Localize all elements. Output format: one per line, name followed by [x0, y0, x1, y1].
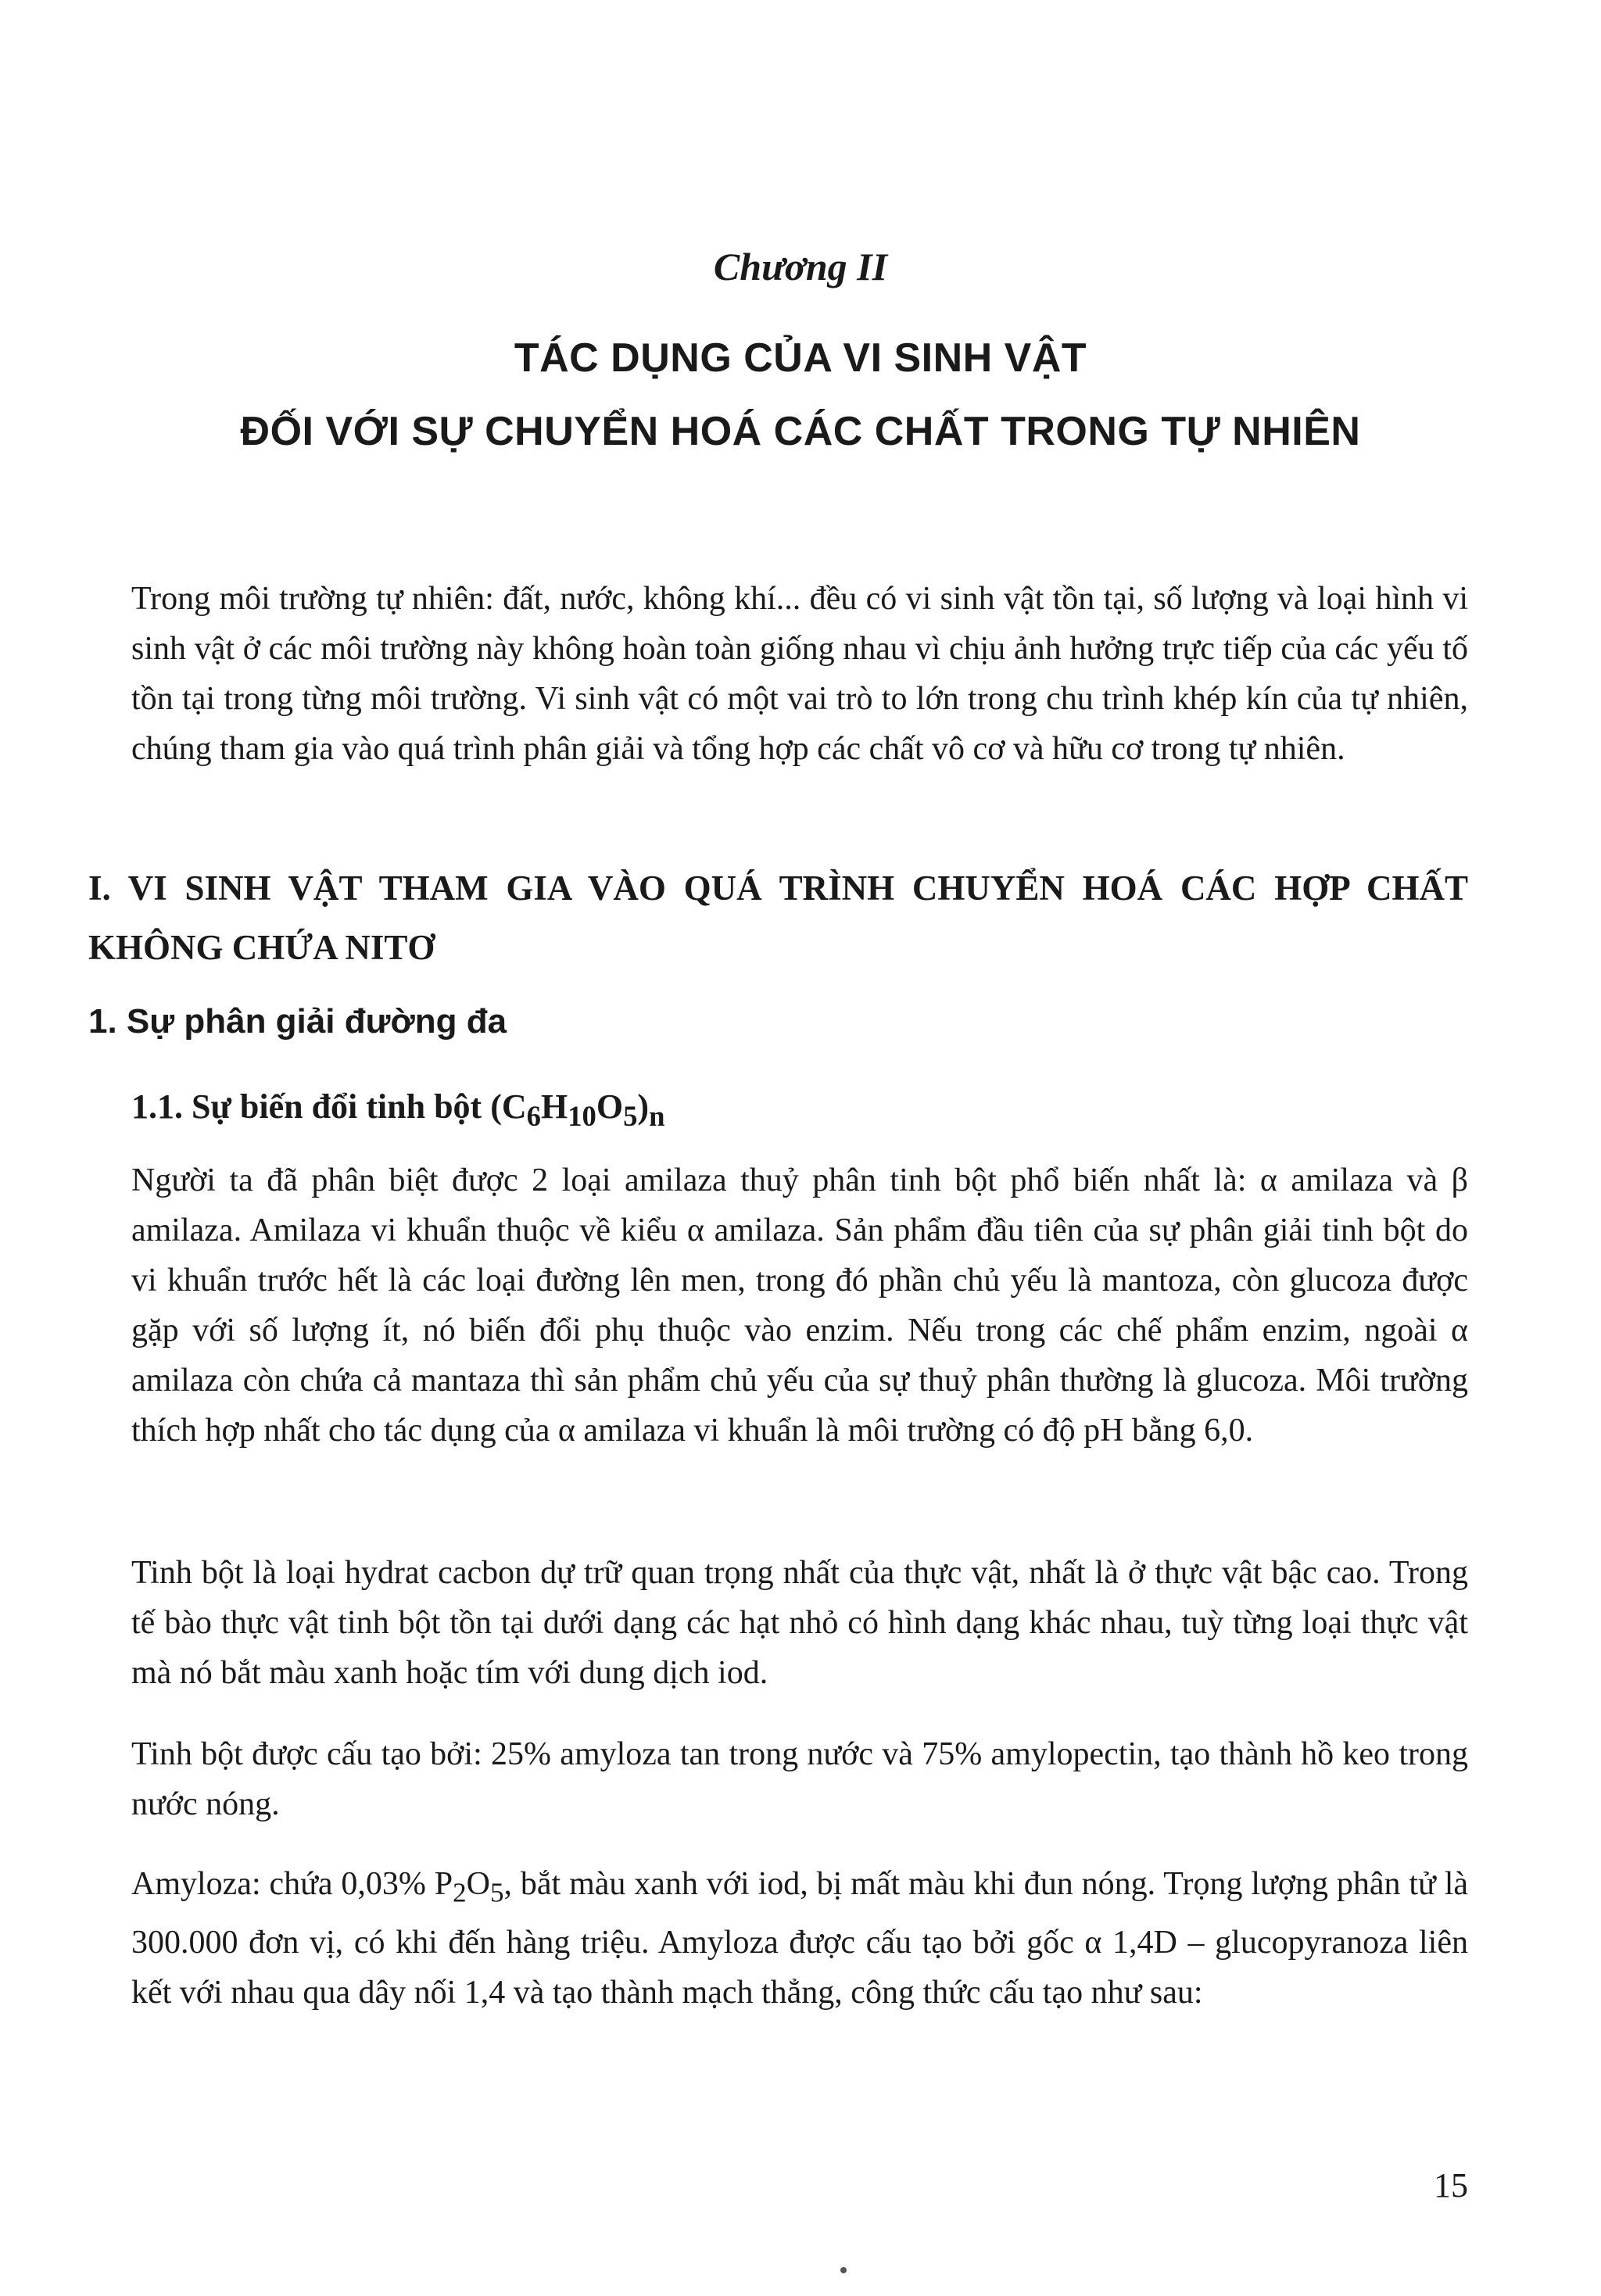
- subscript: n: [649, 1099, 665, 1132]
- chapter-label: Chương II: [713, 245, 888, 288]
- heading-text: H: [540, 1087, 568, 1126]
- paragraph-amyloza: [131, 1859, 1468, 2018]
- subscript: 10: [568, 1099, 596, 1132]
- subscript: 6: [526, 1099, 541, 1132]
- paragraph-amilaza: Người ta đã phân biệt được 2 loại amilaza thuỷ phân tinh bột phổ biến nhất là: α amilaza và β amilaza. Amilaza vi khuẩn thuộc về kiểu α amilaza. Sản phẩm đầu tiên của sự phân giải tinh bột do vi khuẩn trước hết là các loại đường lên men, trong đó phần chủ yếu là mantoza, còn glucoza được gặp với số lượng ít, nó biến đổi phụ thuộc vào enzim. Nếu trong các chế phẩm enzim, ngoài α amilaza còn chứa cả mantaza thì sản phẩm chủ yếu của sự thuỷ phân thường là glucoza. Môi trường thích hợp nhất cho tác dụng của α amilaza vi khuẩn là môi trường có độ pH bằng 6,0.: [131, 1162, 1468, 1449]
- intro-paragraph: Trong môi trường tự nhiên: đất, nước, không khí... đều có vi sinh vật tồn tại, số lượng và loại hình vi sinh vật ở các môi trường này không hoàn toàn giống nhau vì chịu ảnh hưởng trực tiếp của các yếu tố tồn tại trong từng môi trường. Vi sinh vật có một vai trò to lớn trong chu trình khép kín của tự nhiên, chúng tham gia vào quá trình phân giải và tổng hợp các chất vô cơ và hữu cơ trong tự nhiên.: [131, 581, 1468, 767]
- chapter-title-line-1: TÁC DỤNG CỦA VI SINH VẬT: [514, 335, 1087, 381]
- subscript: 5: [490, 1877, 504, 1908]
- subscript: 5: [623, 1099, 638, 1132]
- heading-text: O: [596, 1087, 624, 1126]
- paragraph-text: Amyloza: chứa 0,03% P: [131, 1866, 453, 1902]
- heading-text: 1.1. Sự biến đổi tinh bột (C: [131, 1087, 527, 1126]
- subsubsection-heading-1-1: [131, 1087, 664, 1133]
- paragraph-text: , bắt màu xanh với iod, bị mất màu khi đun nóng. Trọng lượng phân tử là 300.000 đơn vị, có khi đến hàng triệu. Amyloza được cấu tạo bởi gốc α 1,4D – glucopyranoza liên kết với nhau qua dây nối 1,4 và tạo thành mạch thẳng, công thức cấu tạo như sau:: [131, 1866, 1469, 2011]
- subsection-heading-1: 1. Sự phân giải đường đa: [88, 1002, 507, 1041]
- heading-text: ): [637, 1087, 650, 1126]
- subscript: 2: [453, 1877, 467, 1908]
- scan-speck: [840, 2267, 847, 2273]
- section-heading-1: I. VI SINH VẬT THAM GIA VÀO QUÁ TRÌNH CHUYỂN HOÁ CÁC HỢP CHẤT KHÔNG CHỨA NITƠ: [88, 869, 1468, 967]
- paragraph-text: O: [466, 1866, 491, 1902]
- page-number: 15: [1434, 2166, 1468, 2205]
- paragraph-tinh-bot-1: Tinh bột là loại hydrat cacbon dự trữ quan trọng nhất của thực vật, nhất là ở thực vật bậc cao. Trong tế bào thực vật tinh bột tồn tại dưới dạng các hạt nhỏ có hình dạng khác nhau, tuỳ từng loại thực vật mà nó bắt màu xanh hoặc tím với dung dịch iod.: [131, 1555, 1468, 1691]
- paragraph-tinh-bot-2: Tinh bột được cấu tạo bởi: 25% amyloza tan trong nước và 75% amylopectin, tạo thành hồ keo trong nước nóng.: [131, 1736, 1468, 1822]
- chapter-title-line-2: ĐỐI VỚI SỰ CHUYỂN HOÁ CÁC CHẤT TRONG TỰ NHIÊN: [240, 409, 1361, 454]
